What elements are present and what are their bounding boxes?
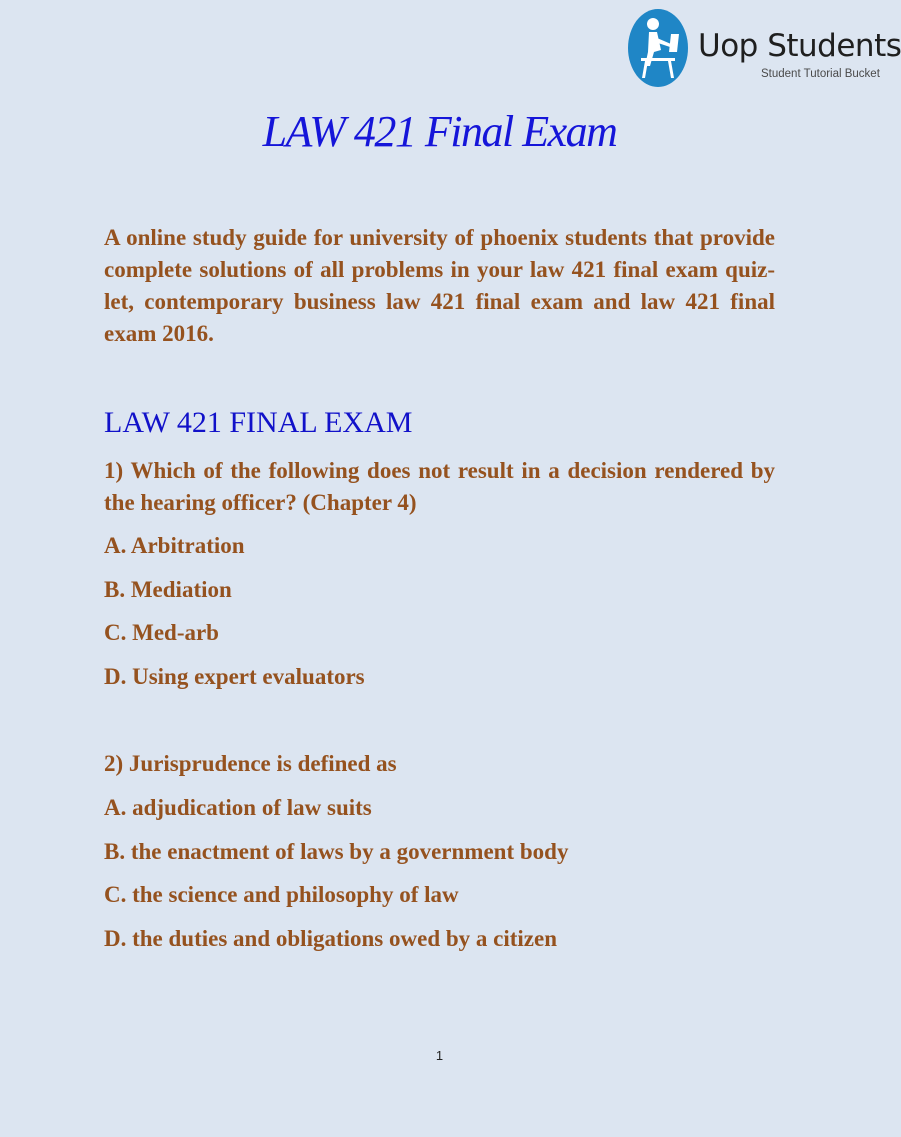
student-at-desk-icon bbox=[627, 8, 689, 88]
question-1: 1) Which of the following does not result in a decision rendered by the hearing officer? (Chapter 4) bbox=[104, 458, 775, 515]
logo-tagline: Student Tutorial Bucket bbox=[761, 68, 880, 80]
question-2-options bbox=[104, 792, 568, 966]
question-2-option-d: D. the duties and obligations owed by a citizen bbox=[104, 925, 558, 951]
question-2: 2) Jurisprudence is defined as bbox=[104, 751, 397, 776]
logo-name: Uop Students bbox=[698, 28, 901, 64]
question-1-options bbox=[104, 530, 365, 704]
page-number: 1 bbox=[435, 1048, 444, 1063]
question-2-option-b: B. the enactment of laws by a government body bbox=[104, 838, 569, 864]
question-1-option-a: A. Arbitration bbox=[104, 533, 245, 558]
document-title: LAW 421 Final Exam bbox=[262, 107, 617, 156]
question-2-option-c: C. the science and philosophy of law bbox=[104, 882, 459, 908]
question-2-option-a: A. adjudication of law suits bbox=[104, 795, 372, 820]
question-1-option-d: D. Using expert evaluators bbox=[104, 663, 365, 689]
uop-students-logo bbox=[627, 8, 901, 90]
intro-paragraph: A online study guide for university of phoenix students that provide complete solutions of all problems in your law 421 final exam quiz-let, contemporary business law 421 final exam and law 421 final exam 2016. bbox=[104, 225, 775, 346]
question-1-option-c: C. Med-arb bbox=[104, 620, 219, 646]
question-1-option-b: B. Mediation bbox=[104, 576, 232, 602]
section-heading: LAW 421 FINAL EXAM bbox=[104, 406, 413, 439]
